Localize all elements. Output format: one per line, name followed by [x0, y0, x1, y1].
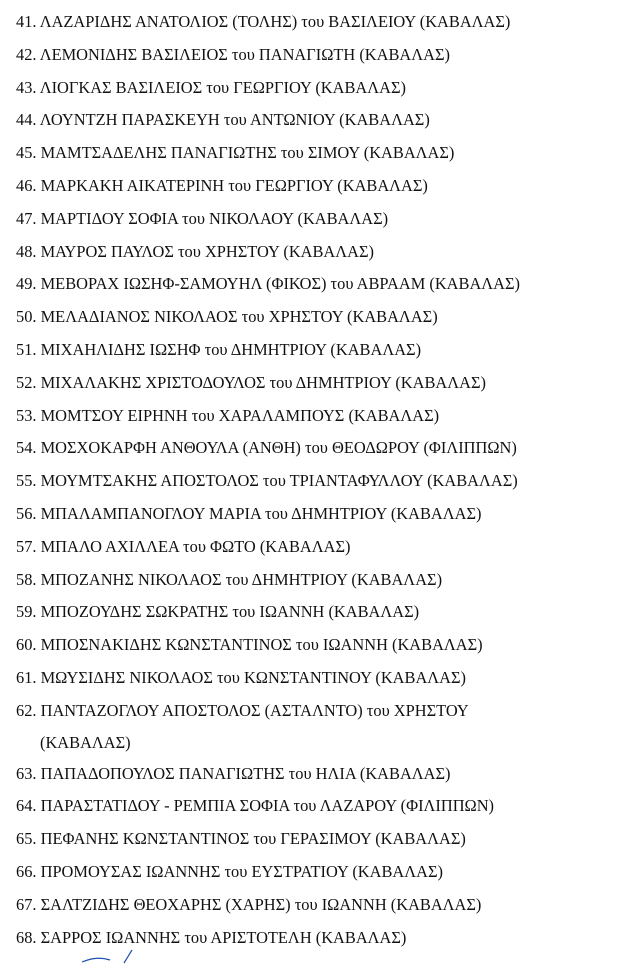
list-entry: [0, 889, 638, 922]
entry-text: ΣΑΡΡΟΣ ΙΩΑΝΝΗΣ του ΑΡΙΣΤΟΤΕΛΗ (ΚΑΒΑΛΑΣ): [40, 927, 407, 947]
entry-number: 51.: [16, 339, 37, 359]
entry-number: 65.: [16, 829, 37, 849]
entry-number: 44.: [16, 110, 37, 130]
entry-text: ΜΑΥΡΟΣ ΠΑΥΛΟΣ του ΧΡΗΣΤΟΥ (ΚΑΒΑΛΑΣ): [40, 241, 374, 261]
list-entry: [0, 268, 638, 301]
entry-number: 58.: [16, 569, 37, 589]
list-entry: [0, 498, 638, 531]
entry-text: ΛΙΟΓΚΑΣ ΒΑΣΙΛΕΙΟΣ του ΓΕΩΡΓΙΟΥ (ΚΑΒΑΛΑΣ): [39, 77, 406, 97]
entry-number: 59.: [16, 602, 37, 622]
entry-text: ΜΙΧΑΛΑΚΗΣ ΧΡΙΣΤΟΔΟΥΛΟΣ του ΔΗΜΗΤΡΙΟΥ (ΚΑΒΑΛΑΣ): [40, 372, 486, 392]
entry-text: ΜΩΥΣΙΔΗΣ ΝΙΚΟΛΑΟΣ του ΚΩΝΣΤΑΝΤΙΝΟΥ (ΚΑΒΑΛΑΣ): [40, 667, 467, 687]
entry-number: 60.: [16, 635, 37, 655]
list-entry: [0, 301, 638, 334]
entry-number: 56.: [16, 503, 37, 523]
entry-text: ΣΑΛΤΖΙΔΗΣ ΘΕΟΧΑΡΗΣ (ΧΑΡΗΣ) του ΙΩΑΝΝΗ (ΚΑΒΑΛΑΣ): [40, 894, 482, 914]
list-entry: [0, 564, 638, 597]
entry-text: ΛΕΜΟΝΙΔΗΣ ΒΑΣΙΛΕΙΟΣ του ΠΑΝΑΓΙΩΤΗ (ΚΑΒΑΛΑΣ): [39, 44, 450, 64]
entry-text: ΜΑΡΤΙΔΟΥ ΣΟΦΙΑ του ΝΙΚΟΛΑΟΥ (ΚΑΒΑΛΑΣ): [40, 208, 389, 228]
list-entry: [0, 662, 638, 695]
list-entry: [0, 823, 638, 856]
entry-text: ΜΟΣΧΟΚΑΡΦΗ ΑΝΘΟΥΛΑ (ΑΝΘΗ) του ΘΕΟΔΩΡΟΥ (ΦΙΛΙΠΠΩΝ): [40, 438, 517, 458]
entry-text: ΛΑΖΑΡΙΔΗΣ ΑΝΑΤΟΛΙΟΣ (ΤΟΛΗΣ) του ΒΑΣΙΛΕΙΟΥ (ΚΑΒΑΛΑΣ): [39, 12, 511, 31]
entry-number: 53.: [16, 405, 37, 425]
entry-number: 57.: [16, 536, 37, 556]
list-entry: [0, 465, 638, 498]
entry-continuation: (ΚΑΒΑΛΑΣ): [40, 732, 131, 752]
entry-number: 45.: [16, 143, 37, 163]
entry-text: ΜΟΜΤΣΟΥ ΕΙΡΗΝΗ του ΧΑΡΑΛΑΜΠΟΥΣ (ΚΑΒΑΛΑΣ): [40, 405, 440, 425]
entry-text: ΜΕΒΟΡΑΧ ΙΩΣΗΦ-ΣΑΜΟΥΗΛ (ΦΙΚΟΣ) του ΑΒΡΑΑΜ (ΚΑΒΑΛΑΣ): [40, 274, 521, 294]
entry-number: 46.: [16, 175, 37, 195]
list-entry: [0, 856, 638, 889]
entry-number: 42.: [16, 44, 37, 64]
entry-number: 66.: [16, 861, 37, 881]
entry-text: ΠΡΟΜΟΥΣΑΣ ΙΩΑΝΝΗΣ του ΕΥΣΤΡΑΤΙΟΥ (ΚΑΒΑΛΑΣ): [40, 861, 443, 881]
list-entry: [0, 334, 638, 367]
entry-number: 61.: [16, 667, 37, 687]
entry-text: ΜΑΡΚΑΚΗ ΑΙΚΑΤΕΡΙΝΗ του ΓΕΩΡΓΙΟΥ (ΚΑΒΑΛΑΣ): [40, 175, 428, 195]
list-entry: [0, 72, 638, 105]
entry-number: 63.: [16, 763, 37, 783]
handwritten-pen-mark: [80, 948, 150, 964]
list-entry: [0, 400, 638, 433]
entry-text: ΜΑΜΤΣΑΔΕΛΗΣ ΠΑΝΑΓΙΩΤΗΣ του ΣΙΜΟΥ (ΚΑΒΑΛΑΣ): [40, 143, 455, 163]
list-entry: [0, 236, 638, 269]
list-entry: [0, 629, 638, 662]
entry-text: ΜΟΥΜΤΣΑΚΗΣ ΑΠΟΣΤΟΛΟΣ του ΤΡΙΑΝΤΑΦΥΛΛΟΥ (ΚΑΒΑΛΑΣ): [40, 471, 518, 491]
entry-text: ΜΕΛΑΔΙΑΝΟΣ ΝΙΚΟΛΑΟΣ του ΧΡΗΣΤΟΥ (ΚΑΒΑΛΑΣ): [40, 307, 438, 327]
list-entry: [0, 432, 638, 465]
entry-text: ΜΠΟΣΝΑΚΙΔΗΣ ΚΩΝΣΤΑΝΤΙΝΟΣ του ΙΩΑΝΝΗ (ΚΑΒΑΛΑΣ): [40, 635, 483, 655]
entry-number: 47.: [16, 208, 37, 228]
entry-text: ΛΟΥΝΤΖΗ ΠΑΡΑΣΚΕΥΗ του ΑΝΤΩΝΙΟΥ (ΚΑΒΑΛΑΣ): [39, 110, 430, 130]
entry-number: 55.: [16, 471, 37, 491]
list-entry: [0, 137, 638, 170]
entry-text: ΜΠΑΛΟ ΑΧΙΛΛΕΑ του ΦΩΤΟ (ΚΑΒΑΛΑΣ): [40, 536, 351, 556]
entry-number: 50.: [16, 307, 37, 327]
list-entry: [0, 203, 638, 236]
entry-text: ΠΑΠΑΔΟΠΟΥΛΟΣ ΠΑΝΑΓΙΩΤΗΣ του ΗΛΙΑ (ΚΑΒΑΛΑΣ): [40, 763, 451, 783]
entry-number: 54.: [16, 438, 37, 458]
name-list: [0, 6, 638, 954]
list-entry: [0, 39, 638, 72]
list-entry: [0, 758, 638, 791]
entry-text: ΠΑΡΑΣΤΑΤΙΔΟΥ - ΡΕΜΠΙΑ ΣΟΦΙΑ του ΛΑΖΑΡΟΥ (ΦΙΛΙΠΠΩΝ): [40, 796, 495, 816]
list-entry: [0, 6, 638, 39]
entry-number: 52.: [16, 372, 37, 392]
entry-number: 49.: [16, 274, 37, 294]
entry-text: ΠΑΝΤΑΖΟΓΛΟΥ ΑΠΟΣΤΟΛΟΣ (ΑΣΤΑΛΝΤΟ) του ΧΡΗΣΤΟΥ: [40, 700, 469, 720]
list-entry: [0, 170, 638, 203]
entry-number: 48.: [16, 241, 37, 261]
entry-text: ΜΠΟΖΑΝΗΣ ΝΙΚΟΛΑΟΣ του ΔΗΜΗΤΡΙΟΥ (ΚΑΒΑΛΑΣ): [40, 569, 443, 589]
list-entry: [0, 104, 638, 137]
entry-text: ΜΠΑΛΑΜΠΑΝΟΓΛΟΥ ΜΑΡΙΑ του ΔΗΜΗΤΡΙΟΥ (ΚΑΒΑΛΑΣ): [40, 503, 482, 523]
entry-text: ΜΙΧΑΗΛΙΔΗΣ ΙΩΣΗΦ του ΔΗΜΗΤΡΙΟΥ (ΚΑΒΑΛΑΣ): [40, 339, 422, 359]
entry-number: 67.: [16, 894, 37, 914]
entry-number: 64.: [16, 796, 37, 816]
list-entry: [0, 596, 638, 629]
list-entry: [0, 790, 638, 823]
entry-number: 43.: [16, 77, 37, 97]
list-entry: [0, 531, 638, 564]
entry-text: ΠΕΦΑΝΗΣ ΚΩΝΣΤΑΝΤΙΝΟΣ του ΓΕΡΑΣΙΜΟΥ (ΚΑΒΑΛΑΣ): [40, 829, 466, 849]
entry-text: ΜΠΟΖΟΥΔΗΣ ΣΩΚΡΑΤΗΣ του ΙΩΑΝΝΗ (ΚΑΒΑΛΑΣ): [40, 602, 420, 622]
list-entry: [0, 695, 638, 758]
entry-number: 68.: [16, 927, 37, 947]
entry-number: 62.: [16, 700, 37, 720]
list-entry: [0, 367, 638, 400]
entry-number: 41.: [16, 12, 37, 31]
